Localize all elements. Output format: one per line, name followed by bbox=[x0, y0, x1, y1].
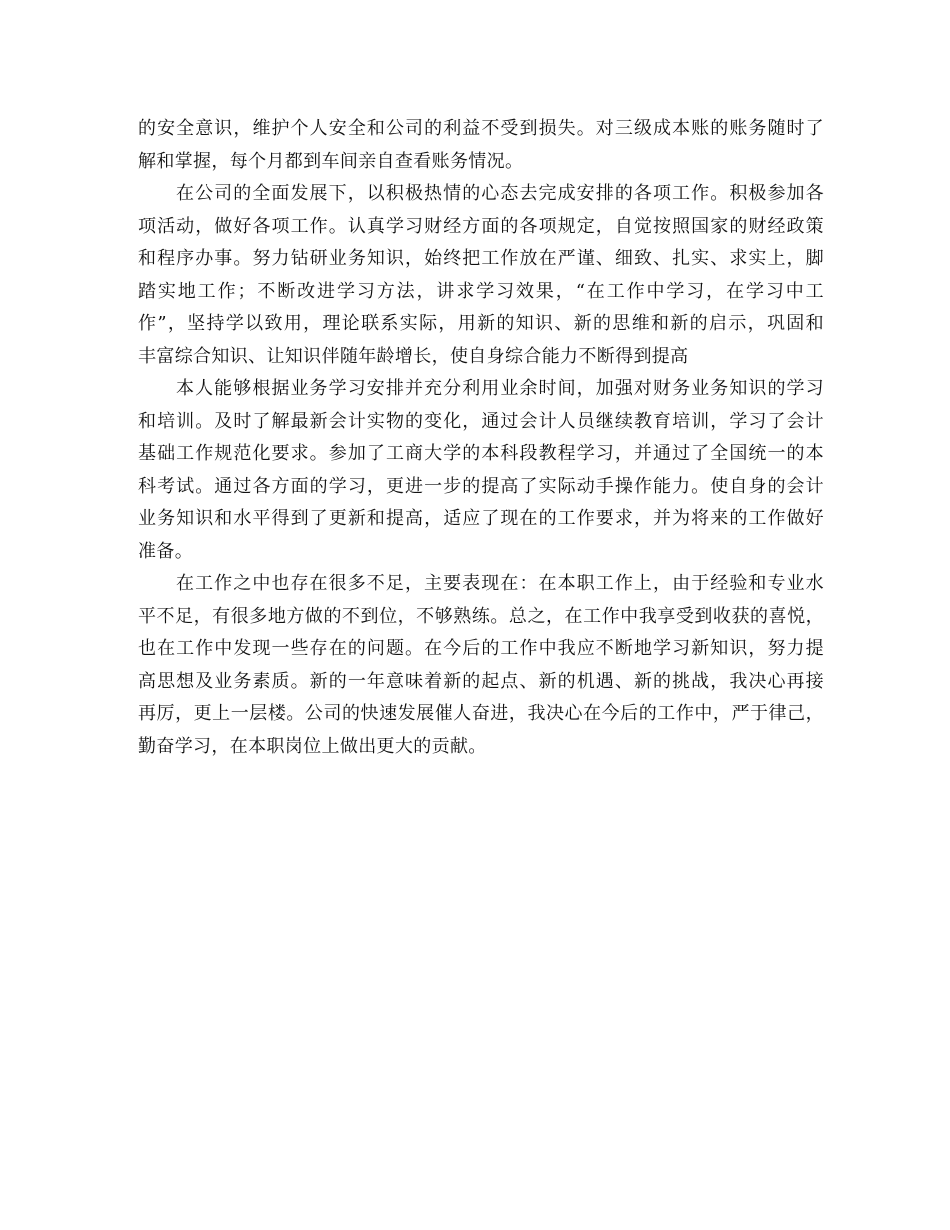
paragraph-line: 勤奋学习，在本职岗位上做出更大的贡献。 bbox=[138, 735, 487, 757]
paragraph-1 bbox=[138, 113, 824, 178]
paragraph-line: 项活动，做好各项工作。认真学习财经方面的各项规定，自觉按照国家的财经政策 bbox=[138, 215, 824, 237]
paragraph-line: 高思想及业务素质。新的一年意味着新的起点、新的机遇、新的挑战，我决心再接 bbox=[138, 670, 824, 692]
paragraph-line: 作”，坚持学以致用，理论联系实际，用新的知识、新的思维和新的启示，巩固和 bbox=[138, 313, 824, 334]
paragraph-2 bbox=[138, 178, 824, 373]
paragraph-line: 再厉，更上一层楼。公司的快速发展催人奋进，我决心在今后的工作中，严于律己， bbox=[138, 703, 824, 724]
paragraph-line: 踏实地工作；不断改进学习方法，讲求学习效果，“在工作中学习，在学习中工 bbox=[138, 280, 824, 302]
paragraph-line: 解和掌握，每个月都到车间亲自查看账务情况。 bbox=[138, 150, 524, 172]
paragraph-4 bbox=[138, 568, 824, 763]
paragraph-line: 和程序办事。努力钻研业务知识，始终把工作放在严谨、细致、扎实、求实上，脚 bbox=[138, 248, 824, 269]
document-body bbox=[138, 113, 824, 763]
paragraph-line: 的安全意识，维护个人安全和公司的利益不受到损失。对三级成本账的账务随时了 bbox=[138, 118, 824, 139]
paragraph-line: 基础工作规范化要求。参加了工商大学的本科段教程学习，并通过了全国统一的本 bbox=[138, 443, 824, 464]
paragraph-line: 也在工作中发现一些存在的问题。在今后的工作中我应不断地学习新知识，努力提 bbox=[138, 638, 824, 659]
paragraph-line: 本人能够根据业务学习安排并充分利用业余时间，加强对财务业务知识的学习 bbox=[176, 378, 824, 399]
paragraph-line: 准备。 bbox=[138, 540, 194, 562]
paragraph-line: 科考试。通过各方面的学习，更进一步的提高了实际动手操作能力。使自身的会计 bbox=[138, 475, 824, 497]
paragraph-line: 和培训。及时了解最新会计实物的变化，通过会计人员继续教育培训，学习了会计 bbox=[138, 410, 824, 432]
paragraph-3 bbox=[138, 373, 824, 568]
paragraph-line: 丰富综合知识、让知识伴随年龄增长，使自身综合能力不断得到提高 bbox=[138, 345, 689, 367]
paragraph-line: 在工作之中也存在很多不足，主要表现在：在本职工作上，由于经验和专业水 bbox=[176, 573, 824, 594]
paragraph-line: 在公司的全面发展下，以积极热情的心态去完成安排的各项工作。积极参加各 bbox=[176, 183, 824, 204]
paragraph-line: 平不足，有很多地方做的不到位，不够熟练。总之，在工作中我享受到收获的喜悦， bbox=[138, 605, 824, 627]
paragraph-line: 业务知识和水平得到了更新和提高，适应了现在的工作要求，并为将来的工作做好 bbox=[138, 508, 824, 529]
